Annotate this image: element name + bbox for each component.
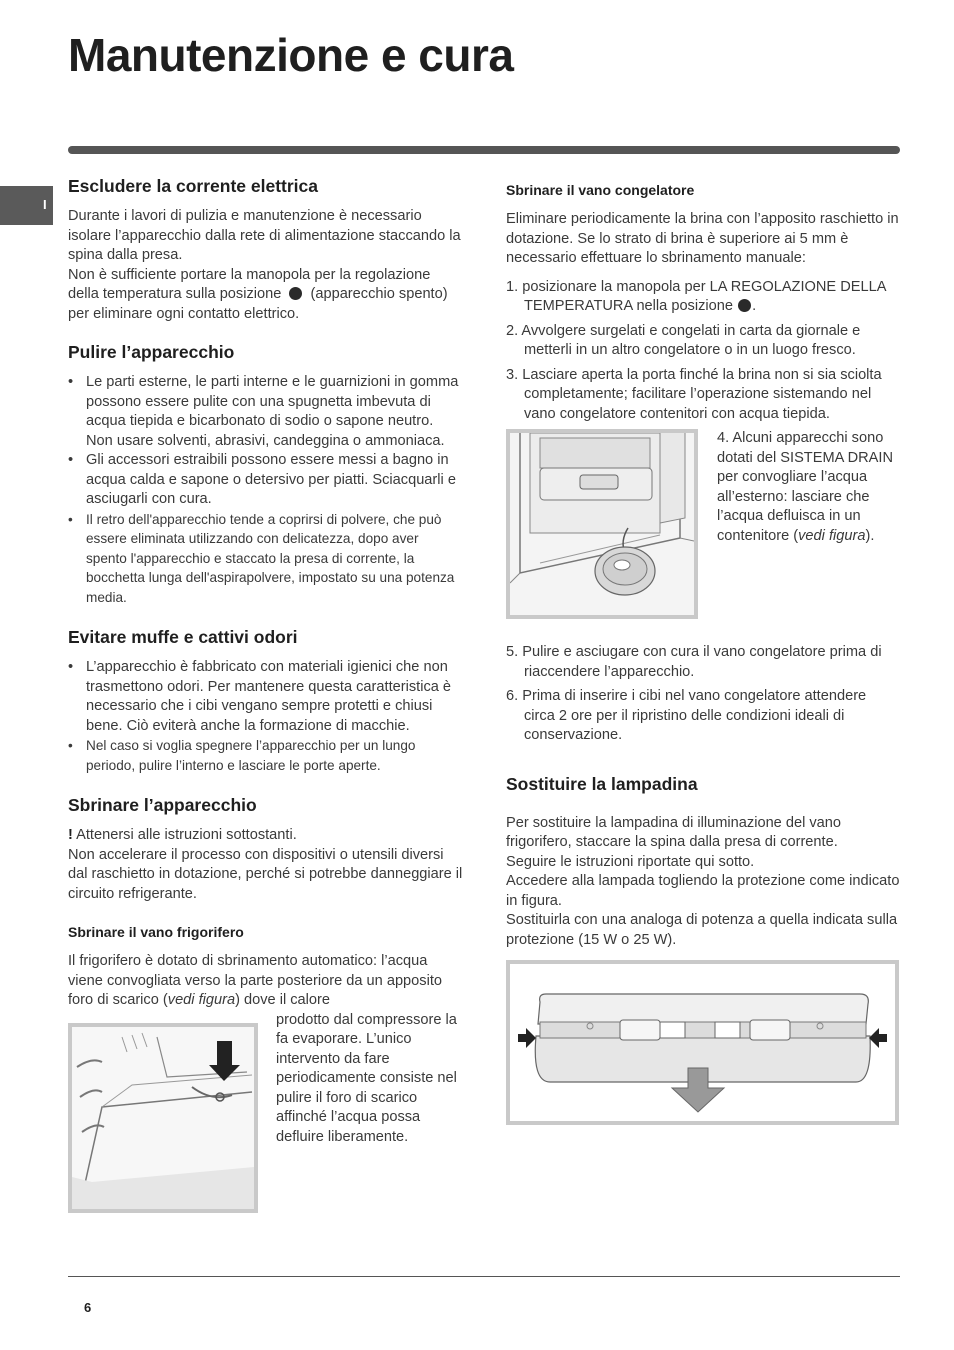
list-item: • Le parti esterne, le parti interne e le guarnizioni in gomma possono essere pulite con una spugnetta imbevuta di acqua tiepida e bicarbonato di sodio o sapone neutro. Non usare solventi, abrasivi, candeggina o ammoniaca. <box>68 373 463 451</box>
section-heading: Evitare muffe e cattivi odori <box>68 627 298 647</box>
paragraph: Seguire le istruzioni riportate qui sotto. <box>506 853 755 870</box>
paragraph: ! Attenersi alle istruzioni sottostanti. <box>68 827 297 843</box>
step-item: 3. Lasciare aperta la porta finché la brina non si sia sciolta completamente; facilitare l’operazione sistemando nel vano congelatore contenitori con acqua tiepida. <box>506 366 882 422</box>
freezer-drain-figure <box>506 429 698 619</box>
list-item: • Nel caso si voglia spegnere l’apparecchio per un lungo periodo, pulire l’interno e lasciare le porte aperte. <box>68 736 463 775</box>
lamp-cover-figure <box>506 960 899 1125</box>
paragraph: Non accelerare il processo con dispositivi o utensili diversi dal raschietto in dotazione, perché si potrebbe danneggiare il circuito refrigerante. <box>68 846 463 902</box>
subsection-heading: Sbrinare il vano frigorifero <box>68 924 244 940</box>
off-position-icon <box>289 287 302 300</box>
paragraph: Eliminare periodicamente la brina con l’apposito raschietto in dotazione. Se lo strato di brina è superiore ai 5 mm è necessario effettuare lo sbrinamento manuale: <box>506 211 899 266</box>
freezer-drain-illustration <box>510 433 694 615</box>
language-tab-label: I <box>43 197 47 212</box>
section-defrost-freezer <box>506 182 900 746</box>
section-heading: Pulire l’apparecchio <box>68 342 235 362</box>
paragraph: prodotto dal compressore la fa evaporare. L’unico intervento da fare periodicamente consiste nel pulire il foro di scarico affinché l’acqua possa defluire liberamente. <box>276 1011 457 1145</box>
lamp-cover-illustration <box>510 964 895 1121</box>
off-position-icon <box>738 299 751 312</box>
language-tab <box>0 186 53 225</box>
section-heading: Sbrinare l’apparecchio <box>68 795 257 815</box>
section-mould <box>68 627 463 775</box>
right-column <box>506 182 900 1125</box>
list-item: • Il retro dell'apparecchio tende a coprirsi di polvere, che può essere eliminata utilizzando con delicatezza, dopo aver spento l'apparecchio e staccato la presa di corrente, la bocchetta lunga dell'aspirapolvere, impostato su una potenza media. <box>68 510 463 608</box>
subsection-heading: Sbrinare il vano congelatore <box>506 182 695 198</box>
paragraph: Durante i lavori di pulizia e manutenzione è necessario isolare l’apparecchio dalla rete di alimentazione staccando la spina dalla presa. <box>68 208 461 263</box>
fridge-drain-illustration <box>72 1027 254 1209</box>
paragraph: Accedere alla lampada togliendo la protezione come indicato in figura. <box>506 873 900 909</box>
paragraph: 4. Alcuni apparecchi sono dotati del SISTEMA DRAIN per convogliare l’acqua all’esterno: lasciare che l’acqua defluisca in un contenitore (vedi figura). <box>717 430 894 544</box>
fridge-drain-figure <box>68 1023 258 1213</box>
page-title: Manutenzione e cura <box>68 29 514 81</box>
paragraph: Non è sufficiente portare la manopola per la regolazione della temperatura sulla posizione (apparecchio spento) per eliminare ogni contatto elettrico. <box>68 266 448 322</box>
section-heading: Sostituire la lampadina <box>506 773 698 794</box>
step-item: 6. Prima di inserire i cibi nel vano congelatore attendere circa 2 ore per il ripristino delle condizioni ideali di conservazione. <box>506 688 867 743</box>
list-item: • Gli accessori estraibili possono essere messi a bagno in acqua calda e sapone o detersivo per piatti. Sciacquarli e asciugarli con cura. <box>68 451 463 510</box>
step-item: 1. posizionare la manopola per LA REGOLAZIONE DELLA TEMPERATURA nella posizione . <box>506 278 886 314</box>
section-disconnect <box>68 176 463 324</box>
paragraph: Il frigorifero è dotato di sbrinamento automatico: l’acqua viene convogliata verso la parte posteriore da un apposito foro di scarico (vedi figura) dove il calore <box>68 953 443 1008</box>
section-bulb <box>506 774 900 1126</box>
left-column <box>68 176 463 1247</box>
section-defrost-fridge <box>68 924 463 1231</box>
warning-mark: ! <box>68 827 73 843</box>
page-number: 6 <box>84 1300 92 1315</box>
title-divider <box>68 146 900 154</box>
paragraph: Per sostituire la lampadina di illuminazione del vano frigorifero, staccare la spina dalla presa di corrente. <box>506 814 842 850</box>
step-item: 2. Avvolgere surgelati e congelati in carta da giornale e metterli in un altro congelatore o in un luogo fresco. <box>506 322 861 358</box>
footer-divider <box>68 1276 900 1277</box>
paragraph: Sostituirla con una analoga di potenza a quella indicata sulla protezione (15 W o 25 W). <box>506 912 898 948</box>
step-item: 5. Pulire e asciugare con cura il vano congelatore prima di riaccendere l’apparecchio. <box>506 644 882 680</box>
list-item: • L’apparecchio è fabbricato con materiali igienici che non trasmettono odori. Per mantenere questa caratteristica è necessario che i cibi vengano sempre protetti e chiusi bene. Ciò eviterà anche la formazione di macchie. <box>68 658 463 736</box>
section-cleaning <box>68 342 463 607</box>
section-defrost <box>68 795 463 904</box>
section-heading: Escludere la corrente elettrica <box>68 176 318 196</box>
